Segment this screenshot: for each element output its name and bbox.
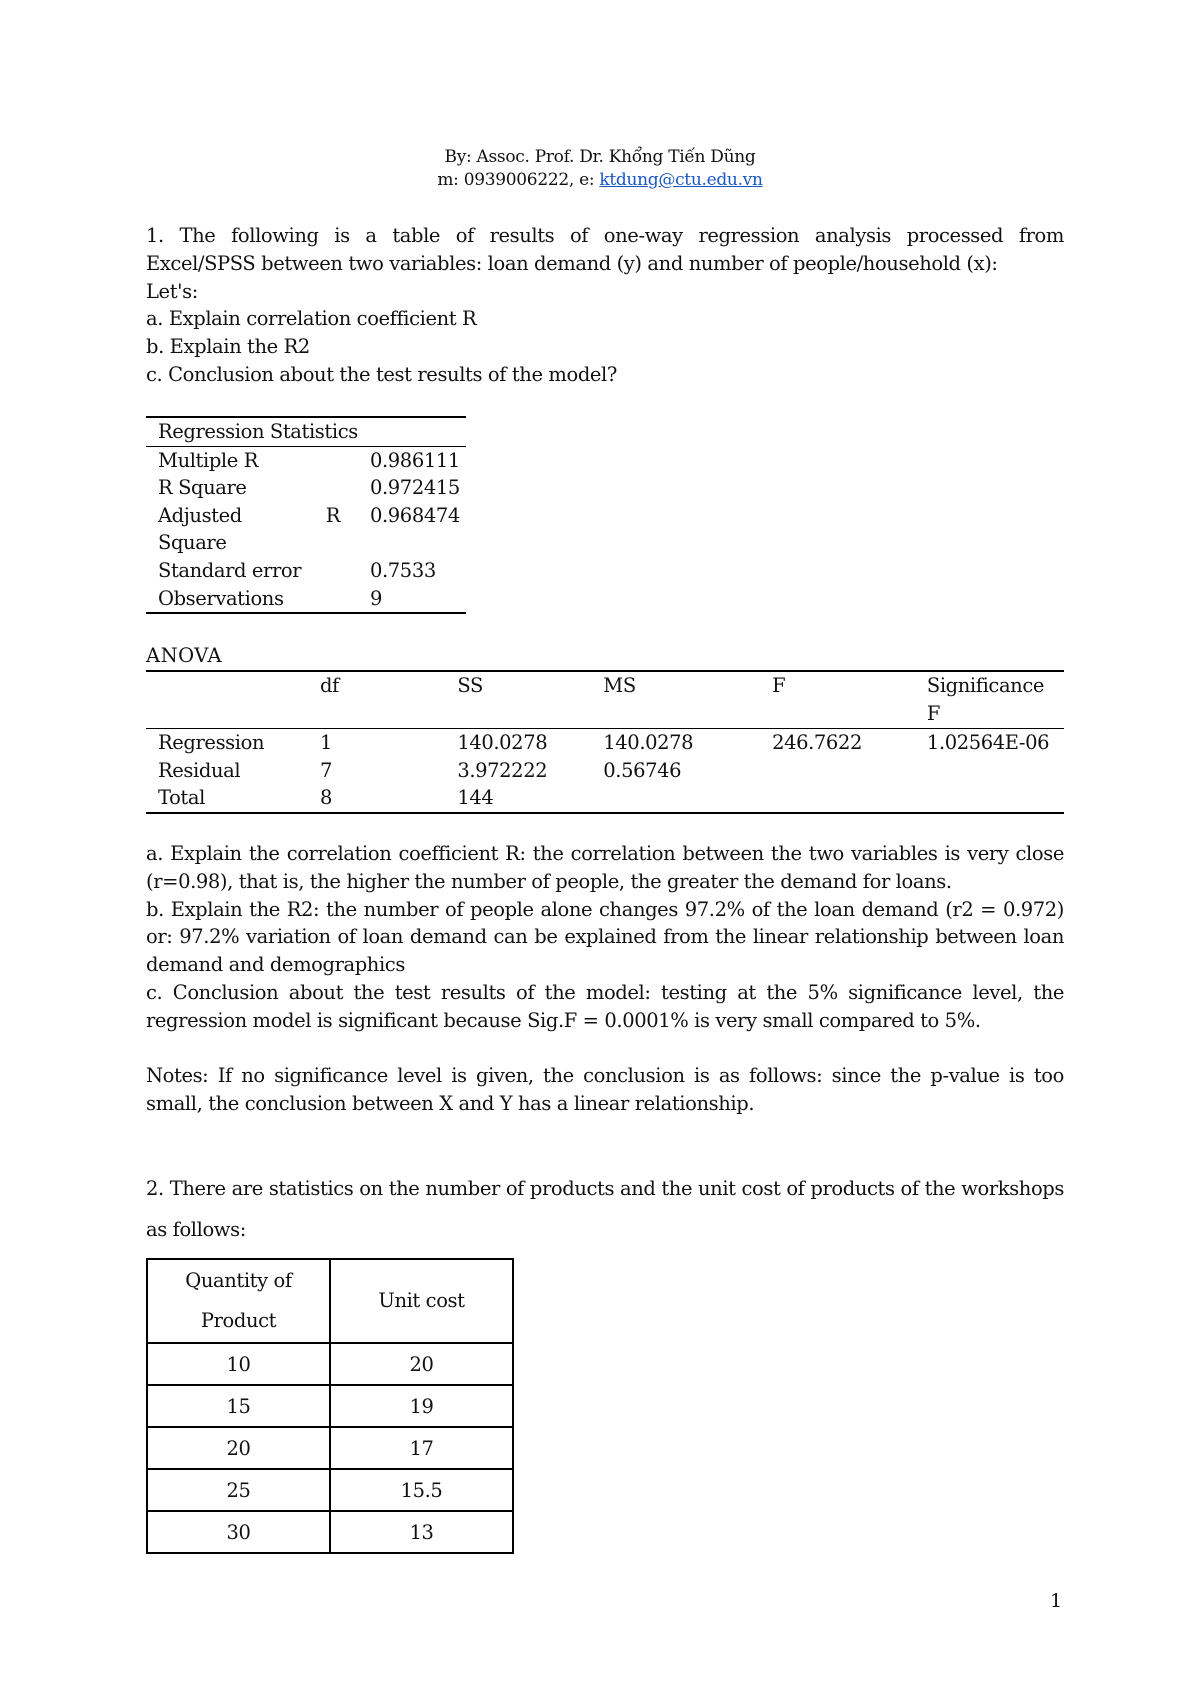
notes: Notes: If no significance level is given, the conclusion is as follows: since the p-value is too small, the conclusion between X and Y has a linear relationship. — [146, 1064, 1064, 1115]
table-row — [147, 1469, 513, 1511]
stat-label: Observations — [158, 586, 284, 610]
column-header: SS — [445, 671, 591, 729]
question-2: 2. There are statistics on the number of products and the unit cost of products of the workshops as follows: — [146, 1177, 1064, 1241]
table-row — [146, 757, 1064, 785]
table-cell: 15 — [147, 1385, 330, 1427]
table-cell: 25 — [147, 1469, 330, 1511]
column-header: df — [308, 671, 445, 729]
table-row — [147, 1511, 513, 1553]
table-row — [146, 784, 1064, 813]
table-row — [146, 474, 466, 502]
stat-value: 9 — [370, 586, 383, 610]
question-1-item-a: a. Explain correlation coefficient R — [146, 307, 477, 331]
table-row — [147, 1343, 513, 1385]
answer-a: a. Explain the correlation coefficient R: the correlation between the two variables is very close (r=0.98), that is, the higher the number of people, the greater the demand for loans. — [146, 842, 1064, 893]
table-cell — [915, 757, 1064, 785]
stat-value: 0.968474 — [370, 503, 460, 527]
product-cost-table — [146, 1258, 514, 1554]
table-cell: 140.0278 — [457, 731, 548, 754]
stat-value: 0.972415 — [370, 476, 460, 500]
table-header-cell: Regression Statistics — [146, 417, 466, 446]
column-header: F — [760, 671, 915, 729]
table-cell: 8 — [319, 786, 332, 810]
column-header: Significance F — [915, 671, 1064, 729]
table-cell: 30 — [147, 1511, 330, 1553]
table-cell: Total — [158, 786, 205, 810]
table-row — [146, 557, 466, 585]
table-header-row — [147, 1259, 513, 1343]
stat-value: 0.7533 — [370, 558, 436, 582]
table-cell: 15.5 — [330, 1469, 513, 1511]
table-cell — [591, 784, 760, 813]
table-cell — [760, 784, 915, 813]
table-cell — [915, 784, 1064, 813]
column-header: Unit cost — [330, 1259, 513, 1343]
table-cell: 140.0278 — [603, 731, 694, 754]
table-cell: 13 — [330, 1511, 513, 1553]
regression-statistics-table — [146, 416, 466, 614]
question-1-item-b: b. Explain the R2 — [146, 335, 310, 359]
question-1-line: Excel/SPSS between two variables: loan demand (y) and number of people/household (x): — [146, 251, 998, 275]
question-1 — [146, 222, 1064, 389]
table-row — [147, 1427, 513, 1469]
table-row — [147, 1385, 513, 1427]
table-cell: Regression — [158, 731, 265, 754]
answer-c: c. Conclusion about the test results of the model: testing at the 5% significance level, the regression model is significant because Sig.F = 0.0001% is very small compared to 5%. — [146, 980, 1064, 1032]
table-cell: 0.56746 — [603, 758, 682, 782]
table-cell: 7 — [319, 758, 332, 782]
table-cell: 20 — [147, 1427, 330, 1469]
table-row — [146, 502, 466, 557]
table-row — [146, 446, 466, 474]
answer-b: b. Explain the R2: the number of people alone changes 97.2% of the loan demand (r2 = 0.972) or: 97.2% variation of loan demand can be explained from the linear relationship between loan demand and demographics — [146, 897, 1064, 977]
contact-phone: m: 0939006222, e: — [437, 170, 600, 190]
stat-value: 0.986111 — [370, 448, 460, 472]
column-header: Quantity of Product — [147, 1259, 330, 1343]
table-cell: 1 — [319, 731, 332, 754]
stat-label: Multiple R — [158, 448, 258, 472]
table-cell: 19 — [330, 1385, 513, 1427]
column-header: MS — [591, 671, 760, 729]
table-row — [146, 729, 1064, 757]
table-cell: 17 — [330, 1427, 513, 1469]
stat-label-part: R — [325, 503, 340, 527]
answers-block — [146, 840, 1064, 1035]
table-header-row — [146, 671, 1064, 729]
table-cell: 246.7622 — [772, 731, 862, 754]
table-cell: 144 — [457, 786, 494, 810]
stat-label-part: Adjusted — [158, 503, 242, 527]
table-cell: 3.972222 — [457, 758, 548, 782]
email-link[interactable]: ktdung@ctu.edu.vn — [599, 170, 763, 190]
table-cell: Residual — [158, 758, 241, 782]
stat-label — [146, 502, 358, 557]
table-header-row — [146, 417, 466, 446]
stat-label: Standard error — [158, 558, 302, 582]
anova-table — [146, 670, 1064, 814]
contact-line — [0, 168, 1200, 192]
table-cell: 10 — [147, 1343, 330, 1385]
table-row — [146, 585, 466, 614]
table-cell — [760, 757, 915, 785]
stat-label-part: Square — [158, 531, 227, 555]
question-1-line: Let's: — [146, 279, 198, 303]
question-1-line: 1. The following is a table of results of one-way regression analysis processed from — [146, 224, 1064, 247]
author-name: By: Assoc. Prof. Dr. Khổng Tiến Dũng — [444, 147, 756, 167]
column-header — [146, 671, 308, 729]
table-cell: 20 — [330, 1343, 513, 1385]
page-number: 1 — [1050, 1590, 1063, 1612]
question-1-item-c: c. Conclusion about the test results of the model? — [146, 362, 617, 386]
author-line — [0, 145, 1200, 169]
anova-title: ANOVA — [146, 644, 223, 667]
stat-label: R Square — [158, 476, 247, 500]
table-cell: 1.02564E-06 — [926, 731, 1050, 754]
